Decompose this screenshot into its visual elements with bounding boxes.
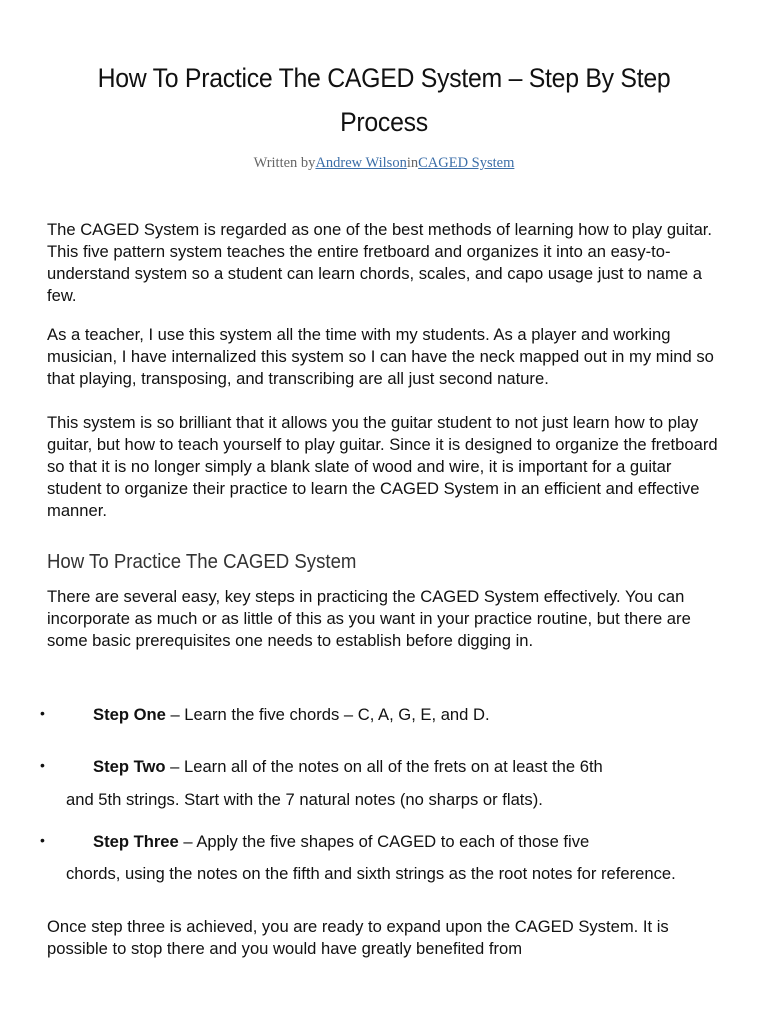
step-continuation: and 5th strings. Start with the 7 natural notes (no sharps or flats).	[66, 790, 543, 809]
step-continuation: chords, using the notes on the fifth and sixth strings as the root notes for reference.	[66, 864, 676, 883]
byline-prefix: Written by	[253, 155, 316, 171]
step-text: Learn the five chords – C, A, G, E, and D.	[184, 705, 490, 724]
step-label: Step One	[93, 705, 166, 724]
step-text: Learn all of the notes on all of the frets on at least the 6th	[183, 757, 603, 776]
page-title: How To Practice The CAGED System – Step By Step Process	[97, 63, 671, 137]
byline	[0, 155, 768, 172]
bullet-icon: •	[40, 832, 45, 848]
step-text: Apply the five shapes of CAGED to each of those five	[196, 832, 590, 851]
step-dash: –	[178, 832, 197, 851]
step-dash: –	[165, 705, 185, 724]
steps-intro-paragraph: There are several easy, key steps in practicing the CAGED System effectively. You can incorporate as much or as little of this as you want in your practice routine, but there are some basic prerequisites one needs to establish before digging in.	[47, 587, 691, 650]
step-label: Step Two	[93, 757, 166, 776]
step-label: Step Three	[93, 832, 179, 851]
author-link[interactable]: Andrew Wilson	[315, 155, 407, 171]
teacher-paragraph: As a teacher, I use this system all the time with my students. As a player and working musician, I have internalized this system so I can have the neck mapped out in my mind so that playing, transposing, and transcribing are all just second nature.	[47, 325, 714, 388]
section-heading: How To Practice The CAGED System	[47, 551, 357, 573]
byline-connector: in	[406, 155, 419, 171]
bullet-icon: •	[40, 705, 45, 721]
bullet-icon: •	[40, 757, 45, 773]
step-dash: –	[165, 757, 184, 776]
closing-paragraph: Once step three is achieved, you are ready to expand upon the CAGED System. It is possible to stop there and you would have greatly benefited from	[47, 917, 669, 958]
intro-paragraph: The CAGED System is regarded as one of the best methods of learning how to play guitar. This five pattern system teaches the entire fretboard and organizes it into an easy-to-understand system so a student can learn chords, scales, and capo usage just to name a few.	[47, 220, 713, 305]
brilliant-paragraph: This system is so brilliant that it allows you the guitar student to not just learn how to play guitar, but how to teach yourself to play guitar. Since it is designed to organize the fretboard so that it is no longer simply a blank slate of wood and wire, it is important for a guitar student to organize their practice to learn the CAGED System in an efficient and effective manner.	[47, 413, 718, 520]
category-link[interactable]: CAGED System	[418, 155, 515, 171]
